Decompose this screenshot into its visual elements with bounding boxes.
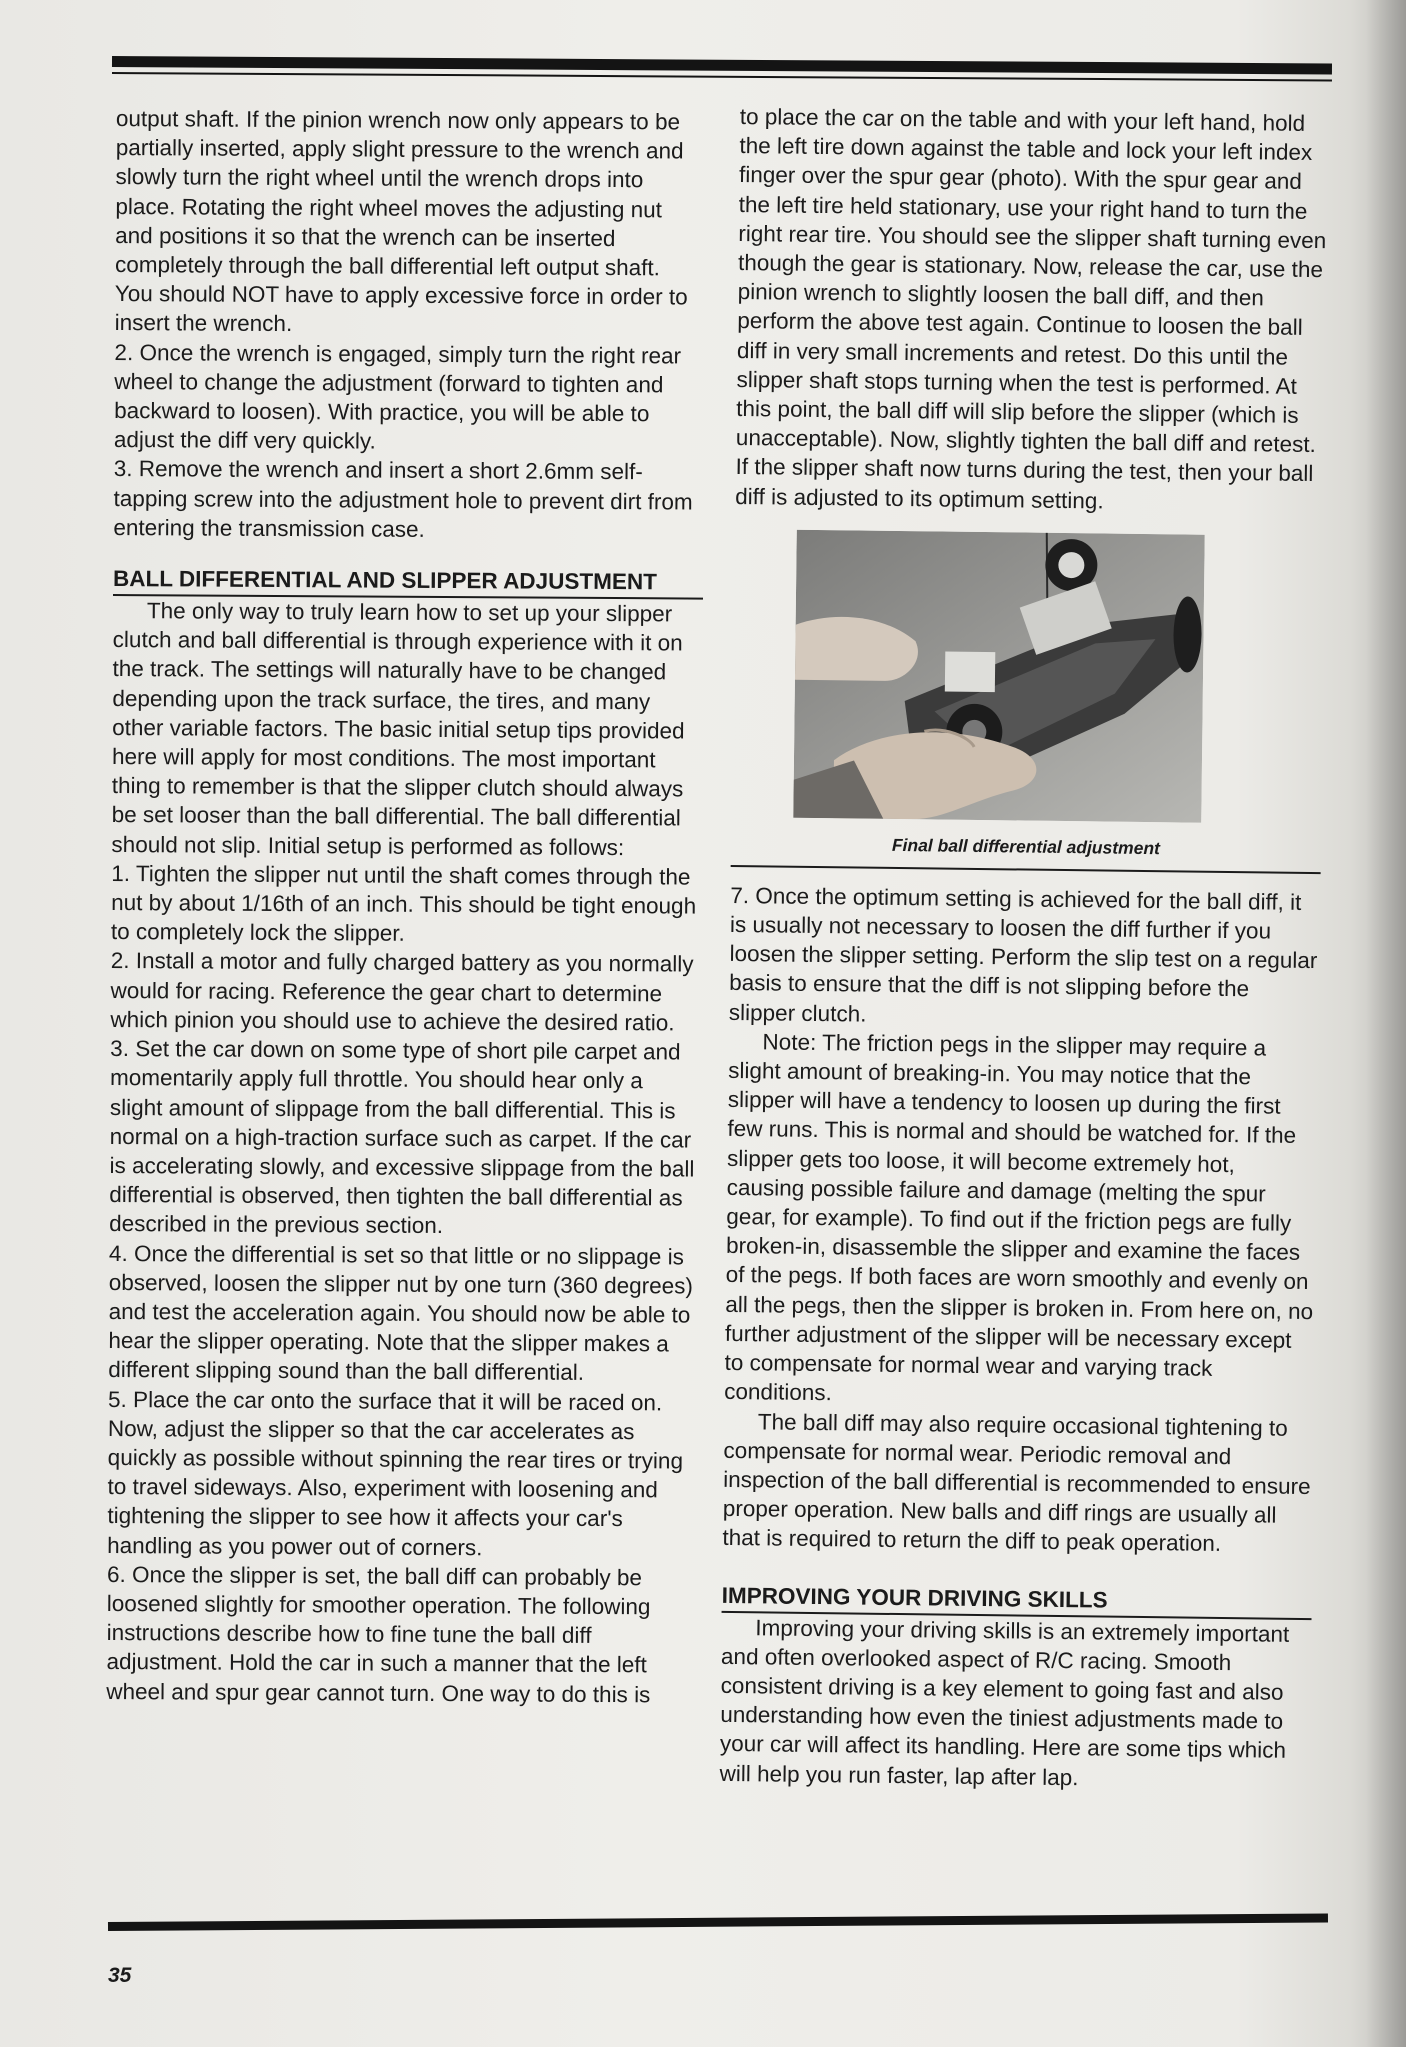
section-heading-ball-diff: BALL DIFFERENTIAL AND SLIPPER ADJUSTMENT [113, 564, 703, 600]
photo-figure [793, 530, 1205, 873]
section-intro: The only way to truly learn how to set up your slipper clutch and ball differential is through experience with it on the track. The settings will naturally have to be changed depending upon the track surface, the tires, and many other variable factors. The basic initial setup tips provided here will apply for most conditions. The most important thing to remember is that the slipper clutch should always be set looser than the ball differential. The ball differential should not slip. Initial setup is performed as follows: [111, 598, 685, 860]
page-edge-shadow [1366, 0, 1406, 2047]
setup-step-1: 1. Tighten the slipper nut until the shaft comes through the nut by about 1/16th of an inch. This should be tight enough to completely lock the slipper. [110, 860, 697, 947]
top-rule-thin [112, 72, 1332, 81]
continuation-paragraph: to place the car on the table and with your left hand, hold the left tire down against the table and lock your left index finger over the spur gear (photo). With the spur gear and the left tire held stationary, use your right hand to turn the right rear tire. You should see the slipper shaft turning even though the gear is stationary. Now, release the car, use the pinion wrench to slightly loosen the ball diff, and then perform the above test again. Continue to loosen the ball diff in very small increments and retest. Do this until the slipper shaft stops turning when the test is performed. At this point, the ball diff will slip before the slipper (which is unacceptable). Now, slightly tighten the ball diff and retest. If the slipper shaft now turns during the test, then your ball diff is adjusted to its optimum setting. [735, 103, 1327, 514]
ball-diff-paragraph: The ball diff may also require occasional tightening to compensate for normal wear. Periodic removal and inspection of the ball differential is recommended to ensure proper operation. New balls and diff rings are usually all that is required to return the diff to peak operation. [722, 1408, 1311, 1557]
setup-step-6: 6. Once the slipper is set, the ball diff can probably be loosened slightly for smoother operation. The following instructions describe how to fine tune the ball diff adjustment. Hold the car in such a manner that the left wheel and spur gear cannot turn. One way to do this is [106, 1561, 651, 1707]
intro-step-3: 3. Remove the wrench and insert a short 2.6mm self-tapping screw into the adjustment hole to prevent dirt from entering the transmission case. [113, 456, 693, 542]
setup-step-3: 3. Set the car down on some type of short pile carpet and momentarily apply full throttle. You should hear only a slight amount of slippage from the ball differential. This is normal on a high-traction surface such as carpet. If the car is accelerating slowly, and excessive slippage from the ball differential is observed, then tighten the ball differential as described in the previous section. [109, 1036, 695, 1239]
intro-paragraph: output shaft. If the pinion wrench now only appears to be partially inserted, apply slight pressure to the wrench and slowly turn the right wheel until the wrench drops into place. Rotating the right wheel moves the adjusting nut and positions it so that the wrench can be inserted completely through the ball differential left output shaft. You should NOT have to apply excessive force in order to insert the wrench. [114, 105, 688, 337]
caption-rule [731, 865, 1321, 874]
setup-step-5: 5. Place the car onto the surface that it will be raced on. Now, adjust the slipper so that the car accelerates as quickly as possible without spinning the rear tires or trying to travel sideways. Also, experiment with loosening and tightening the slipper to see how it affects your car's handling as you power out of corners. [107, 1386, 684, 1560]
photo-caption: Final ball differential adjustment [891, 834, 1161, 859]
note-paragraph: Note: The friction pegs in the slipper may require a slight amount of breaking-in. You may notice that the slipper will have a tendency to loosen up during the first few runs. This is normal and should be watched for. If the slipper gets too loose, it will become extremely hot, causing possible failure and damage (melting the spur gear, for example). To find out if the friction pegs are fully broken-in, disassemble the slipper and examine the faces of the pegs. If both faces are worn smoothly and evenly on all the pegs, then the slipper is broken in. From here on, no further adjustment of the slipper will be necessary except to compensate for normal wear and varying track conditions. [724, 1029, 1314, 1406]
step-7: 7. Once the optimum setting is achieved for the ball diff, it is usually not necessary to loosen the diff further if you loosen the slipper setting. Perform the slip test on a regular basis to ensure that the diff is not slipping before the slipper clutch. [728, 882, 1318, 1027]
setup-step-2: 2. Install a motor and fully charged battery as you normally would for racing. Reference the gear chart to determine which pinion you should use to achieve the desired ratio. [110, 948, 694, 1036]
page-number: 35 [108, 1964, 132, 1987]
setup-step-4: 4. Once the differential is set so that little or no slippage is observed, loosen the slipper nut by one turn (360 degrees) and test the acceleration again. You should now be able to hear the slipper operating. Note that the slipper makes a different slipping sound than the ball differential. [108, 1240, 693, 1386]
left-column [106, 104, 704, 1709]
bottom-rule [108, 1913, 1328, 1931]
top-rule [112, 56, 1332, 74]
rc-car-hands-photo [793, 530, 1204, 823]
right-column [719, 102, 1330, 1795]
section-heading-driving-skills: IMPROVING YOUR DRIVING SKILLS [722, 1580, 1312, 1619]
intro-step-2: 2. Once the wrench is engaged, simply turn the right rear wheel to change the adjustment (forward to tighten and backward to loosen). With practice, you will be able to adjust the diff very quickly. [113, 339, 682, 454]
driving-skills-paragraph: Improving your driving skills is an extremely important and often overlooked aspect of R/C racing. Smooth consistent driving is a key element to going fast and also understanding how even the tiniest adjustments made to your car will affect its handling. Here are some tips which will help you run faster, lap after lap. [719, 1614, 1290, 1790]
